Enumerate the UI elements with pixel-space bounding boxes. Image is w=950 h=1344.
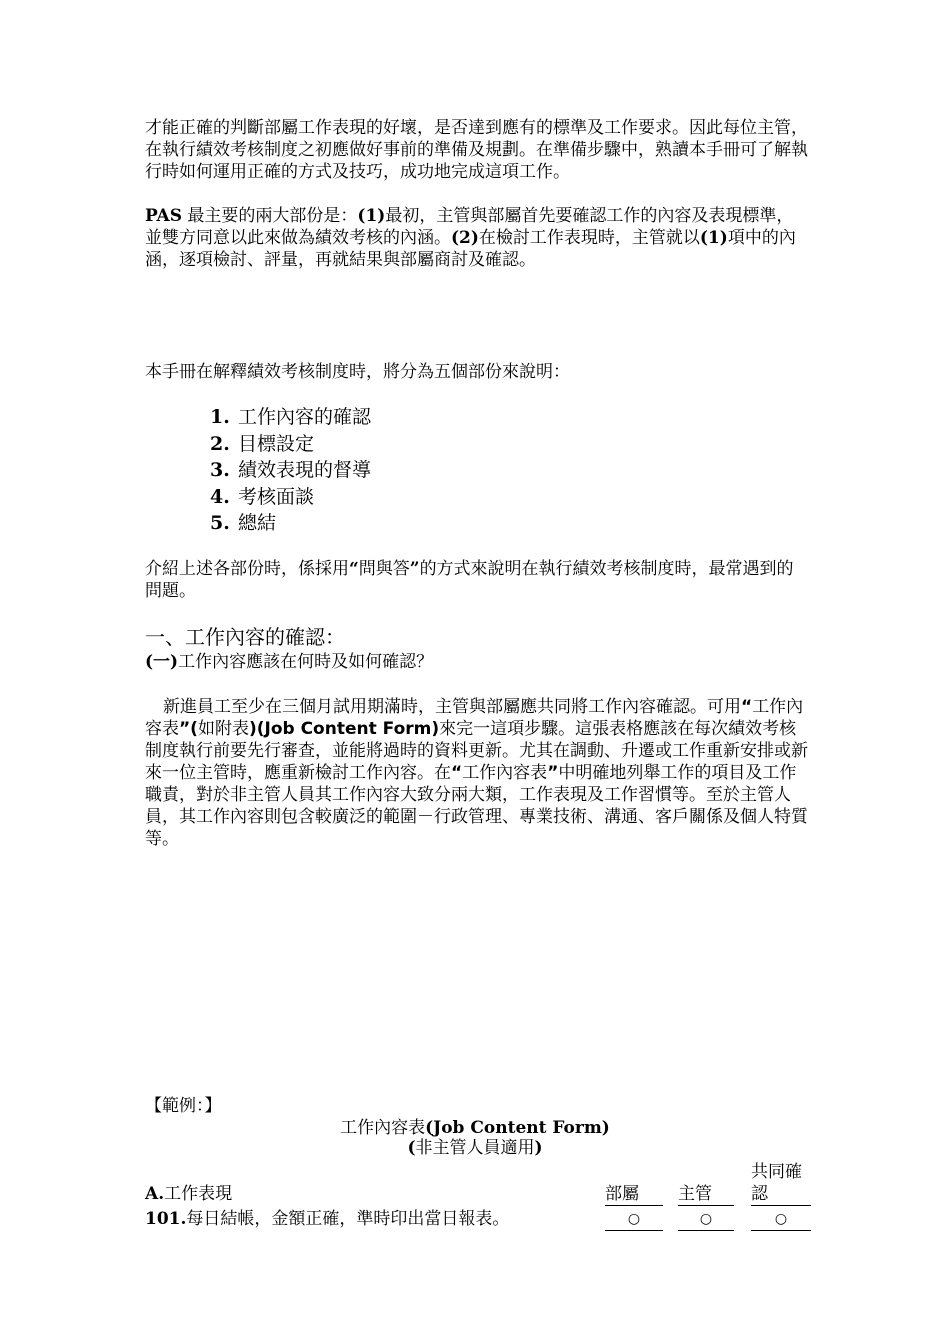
- item-number: 101.: [145, 1209, 187, 1229]
- form-section-a: [145, 1183, 232, 1205]
- body-text-f: 工作內容表: [462, 763, 548, 783]
- column-header-joint: 共同確認: [751, 1161, 811, 1206]
- joint-mark-circle: ○: [751, 1208, 811, 1231]
- outline-item: [210, 457, 371, 484]
- body-quote-open-2: “: [451, 763, 463, 783]
- method-paragraph: [145, 558, 810, 602]
- form-subtitle: [145, 1138, 805, 1159]
- body-text-g: 中明確地列舉工作的項目及工作職責，對於非主管人員其工作內容大致分兩大類，工作表現及工作習慣等。至於主管人員，其工作內容則包含較廣泛的範圍－行政管理、專業技術、溝通、客戶關係及個人特質等。: [145, 763, 808, 849]
- column-header-dept: 部屬: [605, 1183, 663, 1206]
- method-text-c: 的方式來說明在執行績效考核制度時，最常遇到的問題。: [145, 559, 794, 601]
- form-title: [145, 1118, 805, 1139]
- p2-text-c: 在檢討工作表現時，主管就以: [478, 228, 700, 248]
- outline-label: 工作內容的確認: [238, 406, 372, 428]
- form-sub-text: 非主管人員適用: [415, 1138, 535, 1158]
- outline-item: [210, 484, 371, 511]
- mgr-mark-circle: ○: [678, 1208, 734, 1231]
- section-a-number: A.: [145, 1184, 165, 1204]
- body-quote-close-2: ”: [547, 763, 559, 783]
- outline-number: 3.: [210, 459, 230, 481]
- outline-number: 2.: [210, 432, 230, 455]
- form-item-row: [145, 1208, 509, 1230]
- form-sub-paren-close: ): [534, 1138, 543, 1158]
- p2-text-d: 項中的內涵，逐項檢討、評量，再就結果與部屬商討及確認。: [145, 228, 796, 270]
- sub-question-text: 工作內容應該在何時及如何確認？: [178, 652, 434, 672]
- p2-text-a: 最主要的兩大部份是：: [182, 206, 358, 226]
- intro-paragraph-2: [145, 205, 810, 271]
- p2-text-b: 最初，主管與部屬首先要確認工作的內容及表現標準，並雙方同意以此來做為績效考核的內涵。: [145, 206, 794, 248]
- method-text-b: 問與答: [358, 559, 410, 579]
- p2-number-2: (2): [451, 228, 479, 248]
- outline-label: 目標設定: [238, 432, 315, 455]
- dept-mark-circle: ○: [605, 1208, 663, 1231]
- p2-number-1: (1): [357, 206, 386, 226]
- intro-paragraph-1: 才能正確的判斷部屬工作表現的好壞，是否達到應有的標準及工作要求。因此每位主管，在執行績效考核制度之初應做好事前的準備及規劃。在準備步驟中，熟讀本手冊可了解執行時如何運用正確的方式及技巧，成功地完成這項工作。: [145, 118, 808, 182]
- method-quote-open: “: [349, 559, 359, 579]
- body-quote-open-1: “: [741, 697, 753, 717]
- intro-paragraph-3: 本手冊在解釋績效考核制度時，將分為五個部份來說明：: [145, 362, 570, 382]
- body-text-e: 來完一這項步驟。這張表格應該在每次績效考核制度執行前要先行審查，並能將過時的資料更新。尤其在調動、升遷或工作重新安排或新來一位主管時，應重新檢討工作內容。在: [145, 719, 808, 783]
- column-header-mgr: 主管: [678, 1183, 734, 1206]
- sub-question: [145, 651, 433, 673]
- body-form-name: )(Job Content Form): [248, 719, 440, 739]
- body-text-a: 新進員工至少在三個月試用期滿時，主管與部屬應共同將工作內容確認。可用: [163, 697, 741, 717]
- method-text-a: 介紹上述各部份時，係採用: [145, 559, 349, 579]
- item-text: 每日結帳，金額正確，準時印出當日報表。: [186, 1209, 510, 1229]
- body-text-b: 工作內容表: [145, 697, 804, 739]
- section-a-label: 工作表現: [164, 1184, 233, 1204]
- outline-item: [210, 404, 371, 431]
- body-text-c: 如附表: [197, 719, 249, 739]
- section-body-paragraph: [145, 696, 810, 850]
- outline-item: [210, 431, 371, 458]
- outline-number: 1.: [210, 406, 230, 428]
- outline-item: [210, 510, 371, 537]
- method-quote-close: ”: [409, 559, 420, 579]
- outline-label: 總結: [238, 512, 277, 534]
- sub-question-number: (一): [145, 652, 179, 672]
- outline-label: 考核面談: [238, 485, 315, 508]
- outline-list: [210, 404, 371, 537]
- form-title-zh: 工作內容表: [340, 1118, 426, 1138]
- form-sub-paren-open: (: [407, 1138, 416, 1158]
- outline-number: 4.: [210, 485, 230, 508]
- example-label: 【範例：】: [145, 1096, 222, 1116]
- outline-number: 5.: [210, 512, 230, 534]
- outline-label: 績效表現的督導: [238, 459, 372, 481]
- p2-number-3: (1): [699, 228, 728, 248]
- body-quote-close-1: ”(: [179, 719, 198, 739]
- pas-acronym: PAS: [145, 206, 183, 226]
- form-title-en: (Job Content Form): [425, 1118, 610, 1138]
- section-title: 一、工作內容的確認：: [145, 625, 345, 649]
